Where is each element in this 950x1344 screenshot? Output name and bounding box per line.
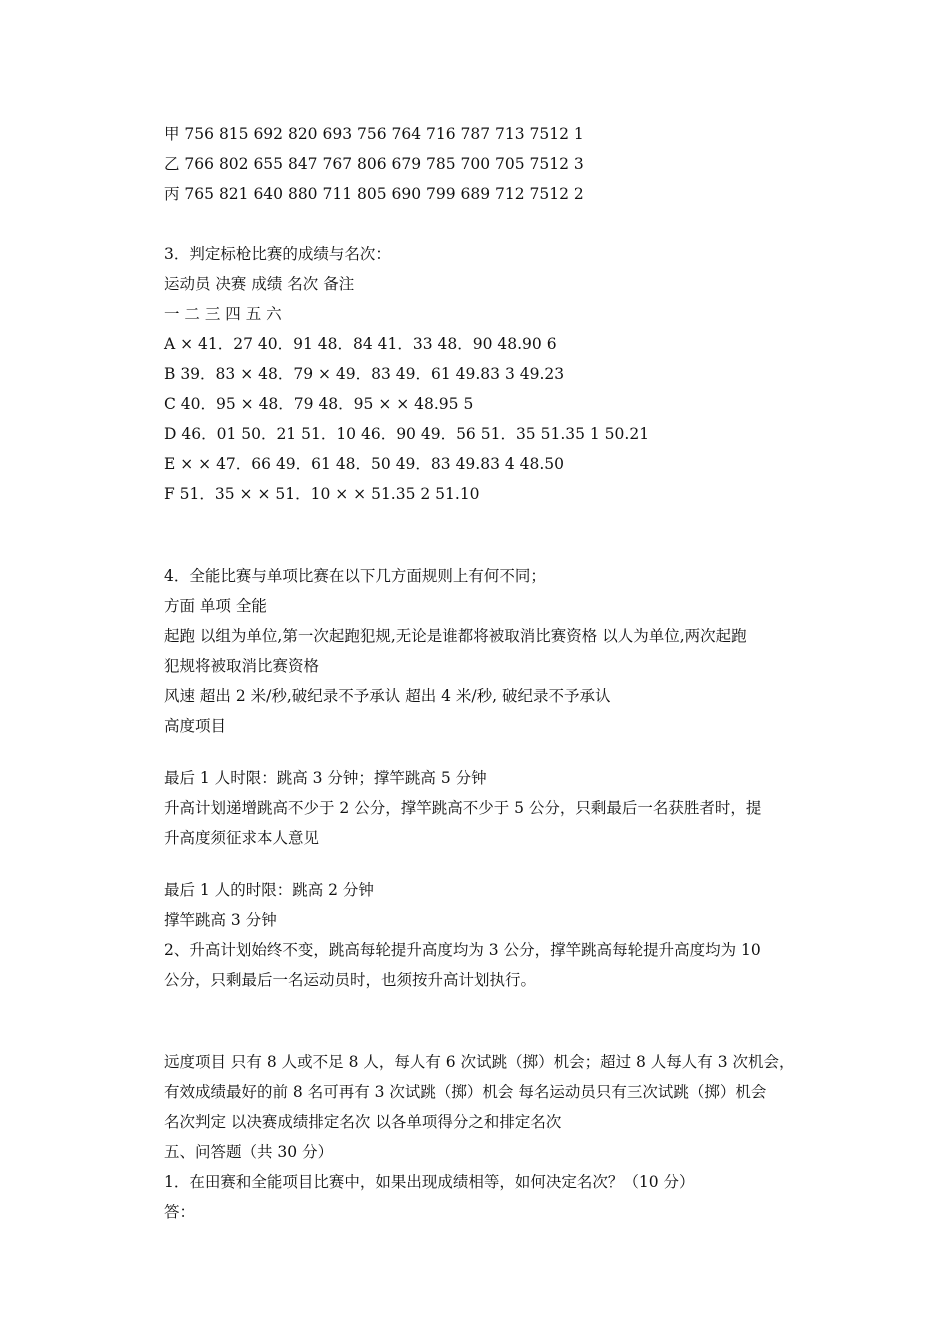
- rules-combined-progression-2: 公分，只剩最后一名运动员时，也须按升高计划执行。: [164, 971, 537, 989]
- javelin-row-c: C 40．95 × 48．79 48．95 × × 48.95 5: [164, 395, 474, 413]
- question-4-heading: 4．全能比赛与单项比赛在以下几方面规则上有何不同；: [164, 567, 546, 585]
- score-row-bing: 丙 765 821 640 880 711 805 690 799 689 712 7512 2: [164, 185, 584, 203]
- rules-height-progression-1: 升高计划递增跳高不少于 2 公分，撑竿跳高不少于 5 公分，只剩最后一名获胜者时，提: [164, 799, 762, 817]
- javelin-row-f: F 51．35 × × 51．10 × × 51.35 2 51.10: [164, 485, 480, 503]
- score-row-yi: 乙 766 802 655 847 767 806 679 785 700 705 7512 3: [164, 155, 584, 173]
- rules-table-header: 方面 单项 全能: [164, 597, 267, 615]
- answer-label: 答：: [164, 1203, 196, 1221]
- question-5-1: 1．在田赛和全能项目比赛中，如果出现成绩相等，如何决定名次？（10 分）: [164, 1173, 695, 1191]
- section-5-heading: 五、问答题（共 30 分）: [164, 1143, 334, 1161]
- javelin-row-a: A × 41．27 40．91 48．84 41．33 48．90 48.90 6: [164, 335, 557, 353]
- rules-combined-time-limit: 最后 1 人的时限：跳高 2 分钟: [164, 881, 374, 899]
- javelin-table-header: 运动员 决赛 成绩 名次 备注: [164, 275, 355, 293]
- javelin-table-subheader: 一 二 三 四 五 六: [164, 305, 282, 323]
- rules-wind-line: 风速 超出 2 米/秒,破纪录不予承认 超出 4 米/秒, 破纪录不予承认: [164, 687, 611, 705]
- rules-ranking-line: 名次判定 以决赛成绩排定名次 以各单项得分之和排定名次: [164, 1113, 562, 1131]
- rules-combined-progression-1: 2、升高计划始终不变，跳高每轮提升高度均为 3 公分，撑竿跳高每轮提升高度均为 10: [164, 941, 761, 959]
- question-3-heading: 3．判定标枪比赛的成绩与名次：: [164, 245, 391, 263]
- javelin-row-b: B 39．83 × 48．79 × 49．83 49．61 49.83 3 49.23: [164, 365, 565, 383]
- javelin-row-d: D 46．01 50．21 51．10 46．90 49．56 51．35 51.35 1 50.21: [164, 425, 650, 443]
- rules-distance-line-2: 有效成绩最好的前 8 名可再有 3 次试跳（掷）机会 每名运动员只有三次试跳（掷）机会: [164, 1083, 767, 1101]
- javelin-row-e: E × × 47．66 49．61 48．50 49．83 49.83 4 48.50: [164, 455, 565, 473]
- rules-start-line-1: 起跑 以组为单位,第一次起跑犯规,无论是谁都将被取消比赛资格 以人为单位,两次起跑: [164, 627, 747, 645]
- rules-start-line-2: 犯规将被取消比赛资格: [164, 657, 320, 675]
- rules-combined-pole-vault: 撑竿跳高 3 分钟: [164, 911, 277, 929]
- rules-height-progression-2: 升高度须征求本人意见: [164, 829, 320, 847]
- rules-height-events-label: 高度项目: [164, 717, 227, 735]
- rules-height-time-limit: 最后 1 人时限：跳高 3 分钟；撑竿跳高 5 分钟: [164, 769, 487, 787]
- rules-distance-line-1: 远度项目 只有 8 人或不足 8 人，每人有 6 次试跳（掷）机会；超过 8 人每人有 3 次机会，: [164, 1053, 795, 1071]
- score-row-jia: 甲 756 815 692 820 693 756 764 716 787 713 7512 1: [164, 125, 584, 143]
